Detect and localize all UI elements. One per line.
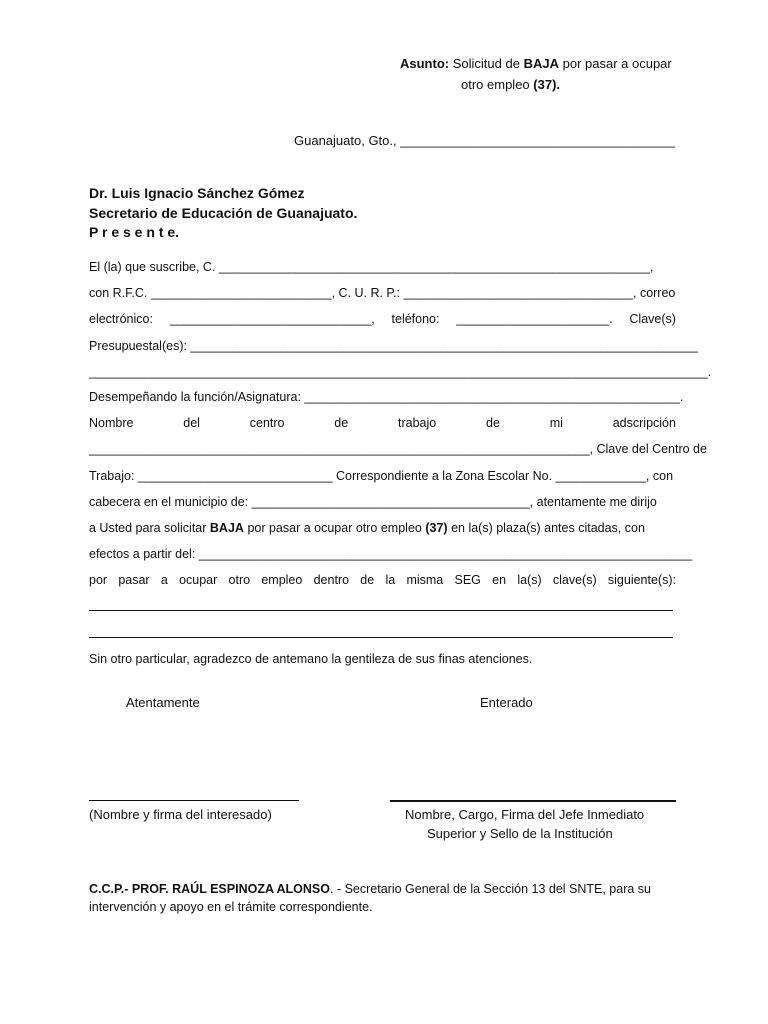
- subject-text-2: por pasar a ocupar: [562, 56, 672, 71]
- right-caption-1: Nombre, Cargo, Firma del Jefe Inmediato: [405, 807, 645, 822]
- word: misma: [406, 573, 444, 587]
- text: a Usted para solicitar: [89, 521, 207, 535]
- subject-text-1: Solicitud de: [452, 56, 520, 71]
- body-line-7: [89, 416, 676, 430]
- text: por pasar a ocupar otro empleo: [247, 521, 422, 535]
- word: de: [360, 573, 375, 587]
- email-blank: _____________________________,: [169, 312, 375, 326]
- subject-label: Asunto:: [400, 56, 450, 71]
- presente: P r e s e n t e.: [89, 224, 180, 240]
- word: dentro: [313, 573, 350, 587]
- closing-text: Sin otro particular, agradezco de antemano la gentileza de sus finas atenciones.: [89, 652, 533, 666]
- word: otro: [228, 573, 251, 587]
- blank-line: [89, 610, 673, 611]
- body-line-2: con R.F.C. __________________________, C. U. R. P.: _________________________________, correo: [89, 286, 676, 300]
- left-caption: (Nombre y firma del interesado): [89, 807, 272, 822]
- word: pasar: [118, 573, 150, 587]
- recipient-title: Secretario de Educación de Guanajuato.: [89, 205, 358, 221]
- word: ocupar: [179, 573, 218, 587]
- ccp-line-2: intervención y apoyo en el trámite correspondiente.: [89, 900, 373, 914]
- subject-baja: BAJA: [523, 56, 559, 71]
- enterado-title: Enterado: [480, 695, 533, 710]
- word: a: [160, 573, 168, 587]
- body-line-9: Trabajo: ____________________________ Correspondiente a la Zona Escolar No. _____________, con: [89, 469, 674, 483]
- word: de: [334, 416, 349, 430]
- word: centro: [249, 416, 285, 430]
- word: del: [183, 416, 200, 430]
- subject-line2-text: otro empleo: [461, 77, 530, 92]
- recipient-name: Dr. Luis Ignacio Sánchez Gómez: [89, 185, 305, 201]
- body-line-1: El (la) que suscribe, C. ______________________________________________________________,: [89, 260, 654, 274]
- word: siguiente(s):: [607, 573, 676, 587]
- word: SEG: [454, 573, 481, 587]
- word: empleo: [261, 573, 303, 587]
- word: por: [89, 573, 108, 587]
- body-line-8: ________________________________________________________________________, Clave del Centro de: [89, 442, 707, 456]
- ccp-label: C.C.P.- PROF. RAÚL ESPINOZA ALONSO: [89, 882, 330, 896]
- word: de: [486, 416, 500, 430]
- word: en: [492, 573, 507, 587]
- subject-line-2: [461, 77, 560, 92]
- word: trabajo: [398, 416, 437, 430]
- body-line-6: Desempeñando la función/Asignatura: ______________________________________________________.: [89, 390, 684, 404]
- word: la: [385, 573, 396, 587]
- body-line-3: [89, 312, 676, 326]
- baja-bold: BAJA: [209, 521, 244, 535]
- place-date: Guanajuato, Gto., ______________________________________: [294, 133, 675, 148]
- word: clave(s): [552, 573, 597, 587]
- signature-line-left: [89, 800, 299, 801]
- text: en la(s) plaza(s) antes citadas, con: [451, 521, 645, 535]
- phone-blank: ______________________.: [456, 312, 613, 326]
- body-line-11: [89, 521, 645, 535]
- word: Nombre: [89, 416, 134, 430]
- ccp-text-1: . - Secretario General de la Sección 13 del SNTE, para su: [330, 882, 651, 896]
- ccp-line-1: [89, 882, 676, 896]
- body-line-12: efectos a partir del: _______________________________________________________________________: [89, 547, 693, 561]
- email-label: electrónico:: [89, 312, 153, 326]
- subject-code: (37).: [533, 77, 561, 92]
- phone-label: teléfono:: [391, 312, 440, 326]
- right-caption-2: Superior y Sello de la Institución: [427, 826, 613, 841]
- blank-line: [89, 637, 673, 638]
- subject-line-1: [400, 56, 672, 71]
- signature-line-right: [390, 800, 676, 802]
- body-line-10: cabecera en el municipio de: ________________________________________, atentamente me dirijo: [89, 495, 657, 509]
- body-line-13: [89, 573, 676, 587]
- code-bold: (37): [425, 521, 448, 535]
- word: adscripción: [612, 416, 676, 430]
- body-line-4: Presupuestal(es): _________________________________________________________________________: [89, 339, 698, 353]
- body-line-5: _________________________________________________________________________________________.: [89, 365, 712, 379]
- word: la(s): [517, 573, 542, 587]
- atentamente-title: Atentamente: [126, 695, 200, 710]
- word: mi: [549, 416, 563, 430]
- clave-label: Clave(s): [629, 312, 676, 326]
